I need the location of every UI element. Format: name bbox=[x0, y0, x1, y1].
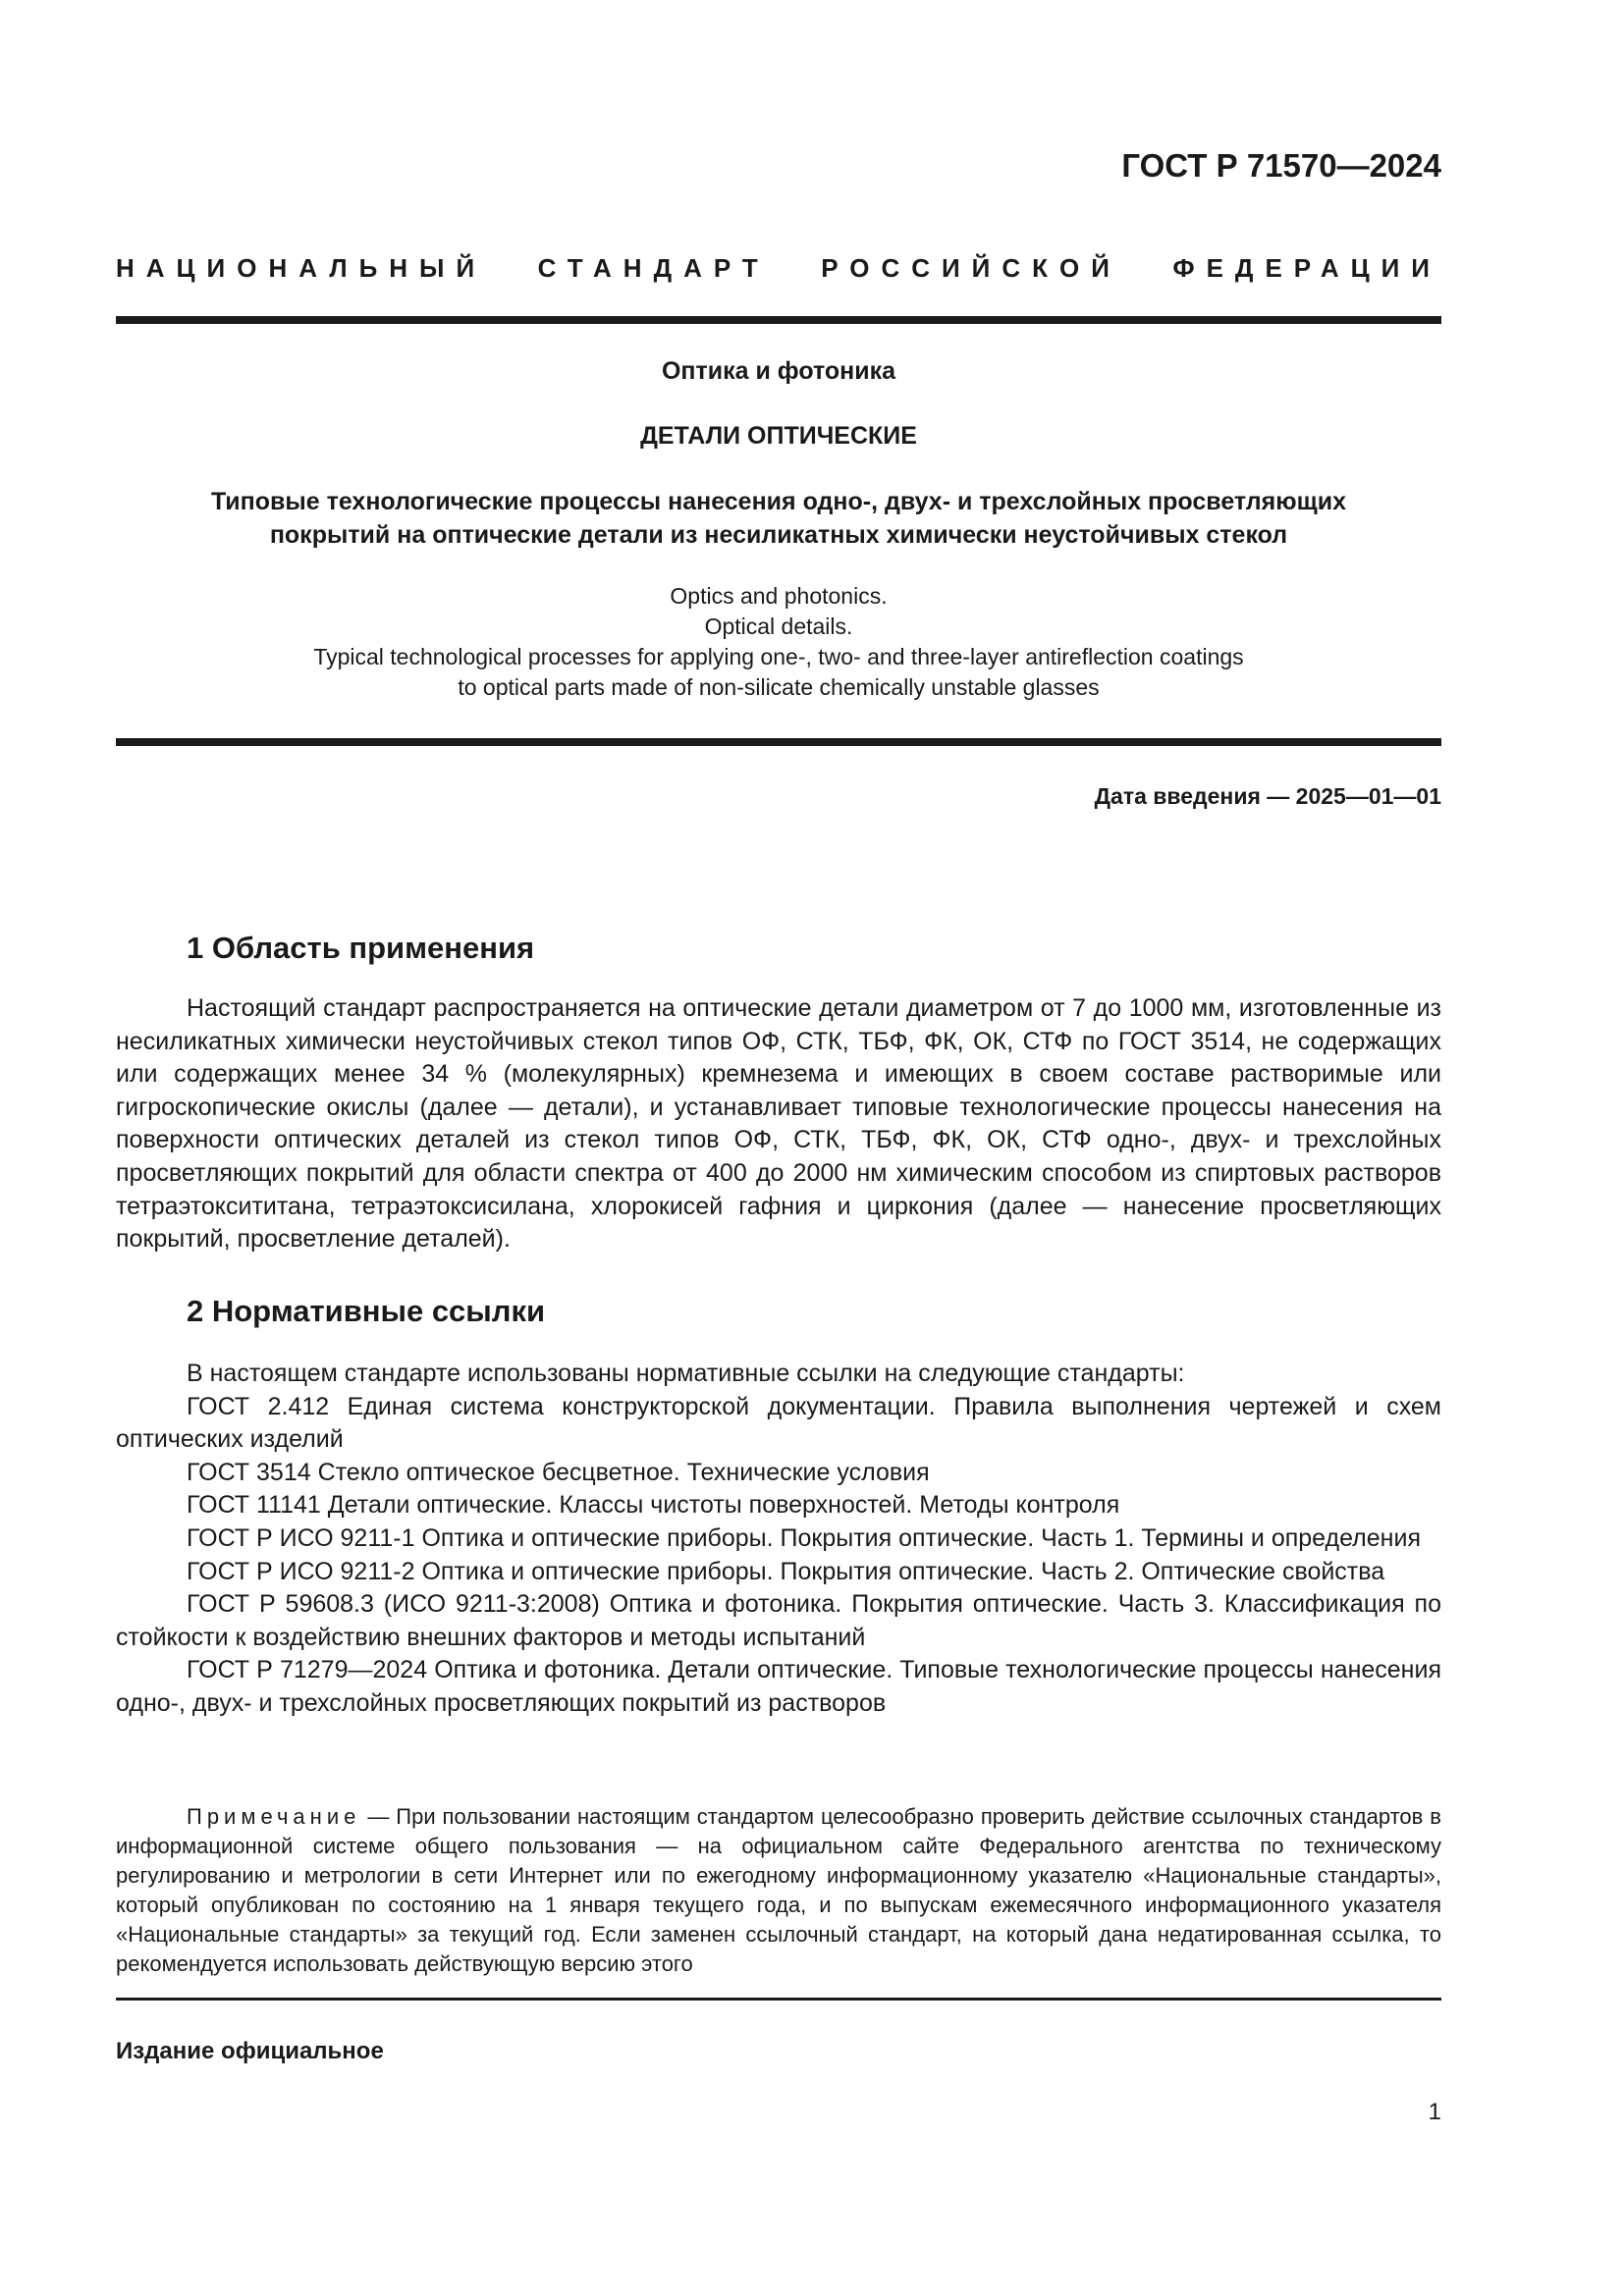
reference-item: ГОСТ Р ИСО 9211-1 Оптика и оптические приборы. Покрытия оптические. Часть 1. Термины и определения bbox=[187, 1523, 1421, 1552]
footer-divider bbox=[116, 1998, 1441, 2001]
title-description-line: Типовые технологические процессы нанесения одно-, двух- и трехслойных просветляющих bbox=[210, 488, 1346, 515]
title-english-line: to optical parts made of non-silicate chemically unstable glasses bbox=[458, 674, 1100, 700]
section-2-heading: 2 Нормативные ссылки bbox=[187, 1294, 546, 1328]
reference-item: ГОСТ 11141 Детали оптические. Классы чистоты поверхностей. Методы контроля bbox=[187, 1491, 1120, 1520]
page-number: 1 bbox=[1428, 2099, 1441, 2125]
reference-item: ГОСТ Р ИСО 9211-2 Оптика и оптические приборы. Покрытия оптические. Часть 2. Оптические свойства bbox=[187, 1557, 1385, 1585]
reference-item: ГОСТ Р 71279—2024 Оптика и фотоника. Детали оптические. Типовые технологические процессы нанесения одно-, двух- и трехслойных просветляющих покрытий из растворов bbox=[116, 1656, 1441, 1717]
national-standard-banner: НАЦИОНАЛЬНЫЙ СТАНДАРТ РОССИЙСКОЙ ФЕДЕРАЦИИ bbox=[116, 253, 1441, 283]
edition-label: Издание официальное bbox=[116, 2038, 384, 2064]
title-subject: Оптика и фотоника bbox=[661, 357, 896, 385]
title-english-line: Optics and photonics. bbox=[670, 583, 888, 609]
reference-item: ГОСТ 2.412 Единая система конструкторской документации. Правила выполнения чертежей и схем оптических изделий bbox=[116, 1392, 1441, 1454]
section-1-text: Настоящий стандарт распространяется на оптические детали диаметром от 7 до 1000 мм, изготовленные из несиликатных химически неустойчивых стекол типов ОФ, СТК, ТБФ, ФК, ОК, СТФ по ГОСТ 3514, не содержащих или содержащих менее 34 % (молекулярных) кремнезема и имеющих в своем составе растворимые или гигроскопические окислы (далее — детали), и устанавливает типовые технологические процессы нанесения на поверхности оптических деталей из стекол типов ОФ, СТК, ТБФ, ФК, ОК, СТФ одно-, двух- и трехслойных просветляющих покрытий для области спектра от 400 до 2000 нм химическим способом из спиртовых растворов тетраэтоксититана, тетраэтоксисилана, хлорокисей гафния и циркония (далее — нанесение просветляющих покрытий, просветление деталей). bbox=[116, 994, 1441, 1254]
section-1-heading: 1 Область применения bbox=[187, 931, 535, 965]
title-description-line: покрытий на оптические детали из несиликатных химически неустойчивых стекол bbox=[269, 521, 1288, 549]
reference-item: ГОСТ Р 59608.3 (ИСО 9211-3:2008) Оптика и фотоника. Покрытия оптические. Часть 3. Классификация по стойкости к воздействию внешних факторов и методы испытаний bbox=[116, 1590, 1441, 1651]
document-number: ГОСТ Р 71570—2024 bbox=[1121, 147, 1441, 184]
top-divider bbox=[116, 316, 1441, 324]
references-intro: В настоящем стандарте использованы нормативные ссылки на следующие стандарты: bbox=[187, 1360, 1185, 1387]
note bbox=[116, 1802, 1441, 1979]
title-english bbox=[116, 581, 1441, 703]
note-text: — При пользовании настоящим стандартом целесообразно проверить действие ссылочных стандартов в информационной системе общего пользования — на официальном сайте Федерального агентства по техническому регулированию и метрологии в сети Интернет или по ежегодному информационному указателю «Национальные стандарты», который опубликован по состоянию на 1 января текущего года, и по выпускам ежемесячного информационного указателя «Национальные стандарты» за текущий год. Если заменен ссылочный стандарт, на который дана недатированная ссылка, то рекомендуется использовать действующую версию этого bbox=[116, 1804, 1441, 1976]
title-english-line: Typical technological processes for applying one-, two- and three-layer antireflection coatings bbox=[313, 644, 1244, 669]
note-label: Примечание bbox=[187, 1804, 361, 1829]
title-english-line: Optical details. bbox=[704, 614, 853, 639]
title-divider bbox=[116, 738, 1441, 746]
introduction-date: Дата введения — 2025—01—01 bbox=[1094, 783, 1441, 809]
reference-item: ГОСТ 3514 Стекло оптическое бесцветное. Технические условия bbox=[187, 1458, 930, 1486]
title-description bbox=[116, 485, 1441, 552]
title-main: ДЕТАЛИ ОПТИЧЕСКИЕ bbox=[640, 422, 917, 450]
normative-references bbox=[116, 1358, 1441, 1721]
